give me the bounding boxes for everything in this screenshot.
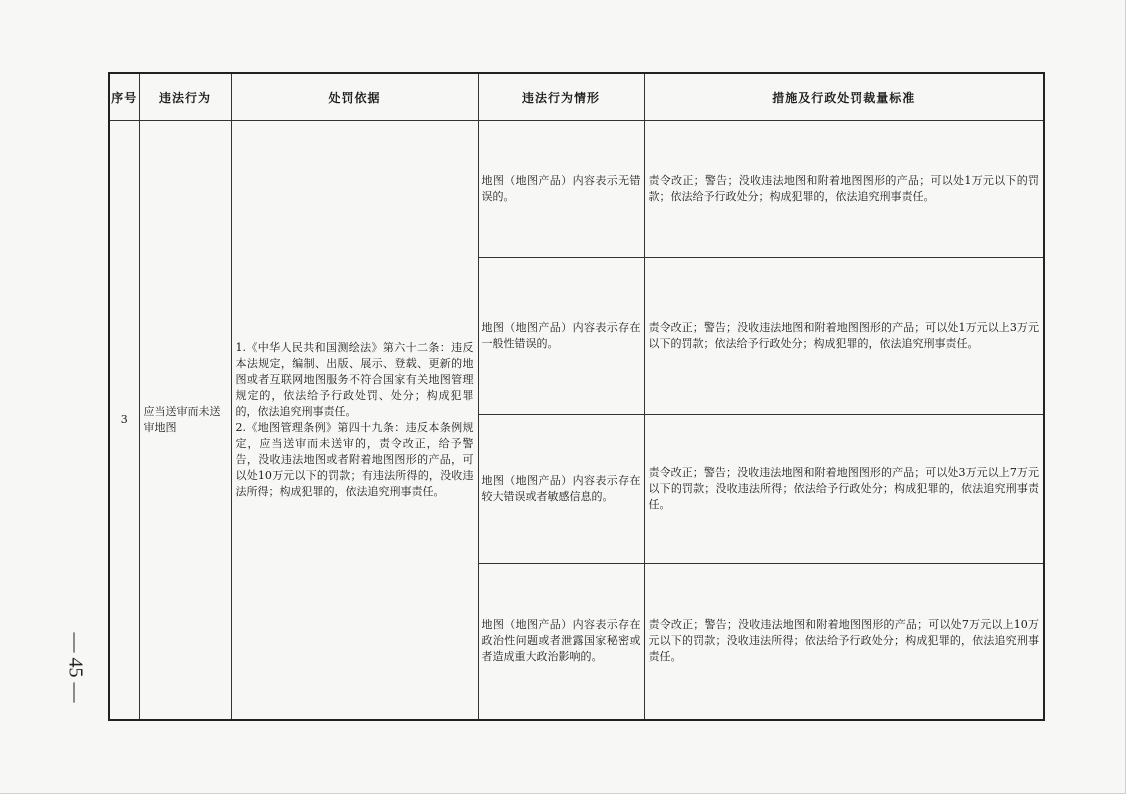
basis-paragraph-1: 1.《中华人民共和国测绘法》第六十二条：违反本法规定，编制、出版、展示、登载、更新的地图或者互联网地图服务不符合国家有关地图管理规定的，依法给予行政处罚、处分；构成犯罪的，依法追究刑事责任。 [235,340,474,418]
row-violation: 应当送审而未送审地图 [139,121,231,720]
page-number-text: — 45 — [64,632,87,702]
case-4-measures: 责令改正；警告；没收违法地图和附着地图图形的产品；可以处7万元以上10万元以下的罚款；没收违法所得；依法给予行政处分；构成犯罪的，依法追究刑事责任。 [644,564,1044,720]
case-4-situation: 地图（地图产品）内容表示存在政治性问题或者泄露国家秘密或者造成重大政治影响的。 [478,564,644,720]
table-row [109,121,1044,258]
case-1-measures: 责令改正；警告；没收违法地图和附着地图图形的产品；可以处1万元以下的罚款；依法给予行政处分；构成犯罪的，依法追究刑事责任。 [644,121,1044,258]
page-number [58,622,92,712]
table-header-row [109,73,1044,121]
basis-paragraph-2: 2.《地图管理条例》第四十九条：违反本条例规定，应当送审而未送审的，责令改正，给予警告，没收违法地图或者附着地图图形的产品，可以处10万元以下的罚款；有违法所得的，没收违法所得；构成犯罪的，依法追究刑事责任。 [235,420,474,498]
penalty-standard-table [108,72,1045,721]
header-seq: 序号 [109,73,139,121]
case-2-measures: 责令改正；警告；没收违法地图和附着地图图形的产品；可以处1万元以上3万元以下的罚款；依法给予行政处分；构成犯罪的，依法追究刑事责任。 [644,258,1044,415]
row-penalty-basis [231,121,478,720]
header-measures: 措施及行政处罚裁量标准 [644,73,1044,121]
case-1-situation: 地图（地图产品）内容表示无错误的。 [478,121,644,258]
case-2-situation: 地图（地图产品）内容表示存在一般性错误的。 [478,258,644,415]
header-violation: 违法行为 [139,73,231,121]
row-seq: 3 [109,121,139,720]
case-3-measures: 责令改正；警告；没收违法地图和附着地图图形的产品；可以处3万元以上7万元以下的罚款；没收违法所得；依法给予行政处分；构成犯罪的，依法追究刑事责任。 [644,415,1044,564]
header-penalty-basis: 处罚依据 [231,73,478,121]
header-violation-situation: 违法行为情形 [478,73,644,121]
case-3-situation: 地图（地图产品）内容表示存在较大错误或者敏感信息的。 [478,415,644,564]
